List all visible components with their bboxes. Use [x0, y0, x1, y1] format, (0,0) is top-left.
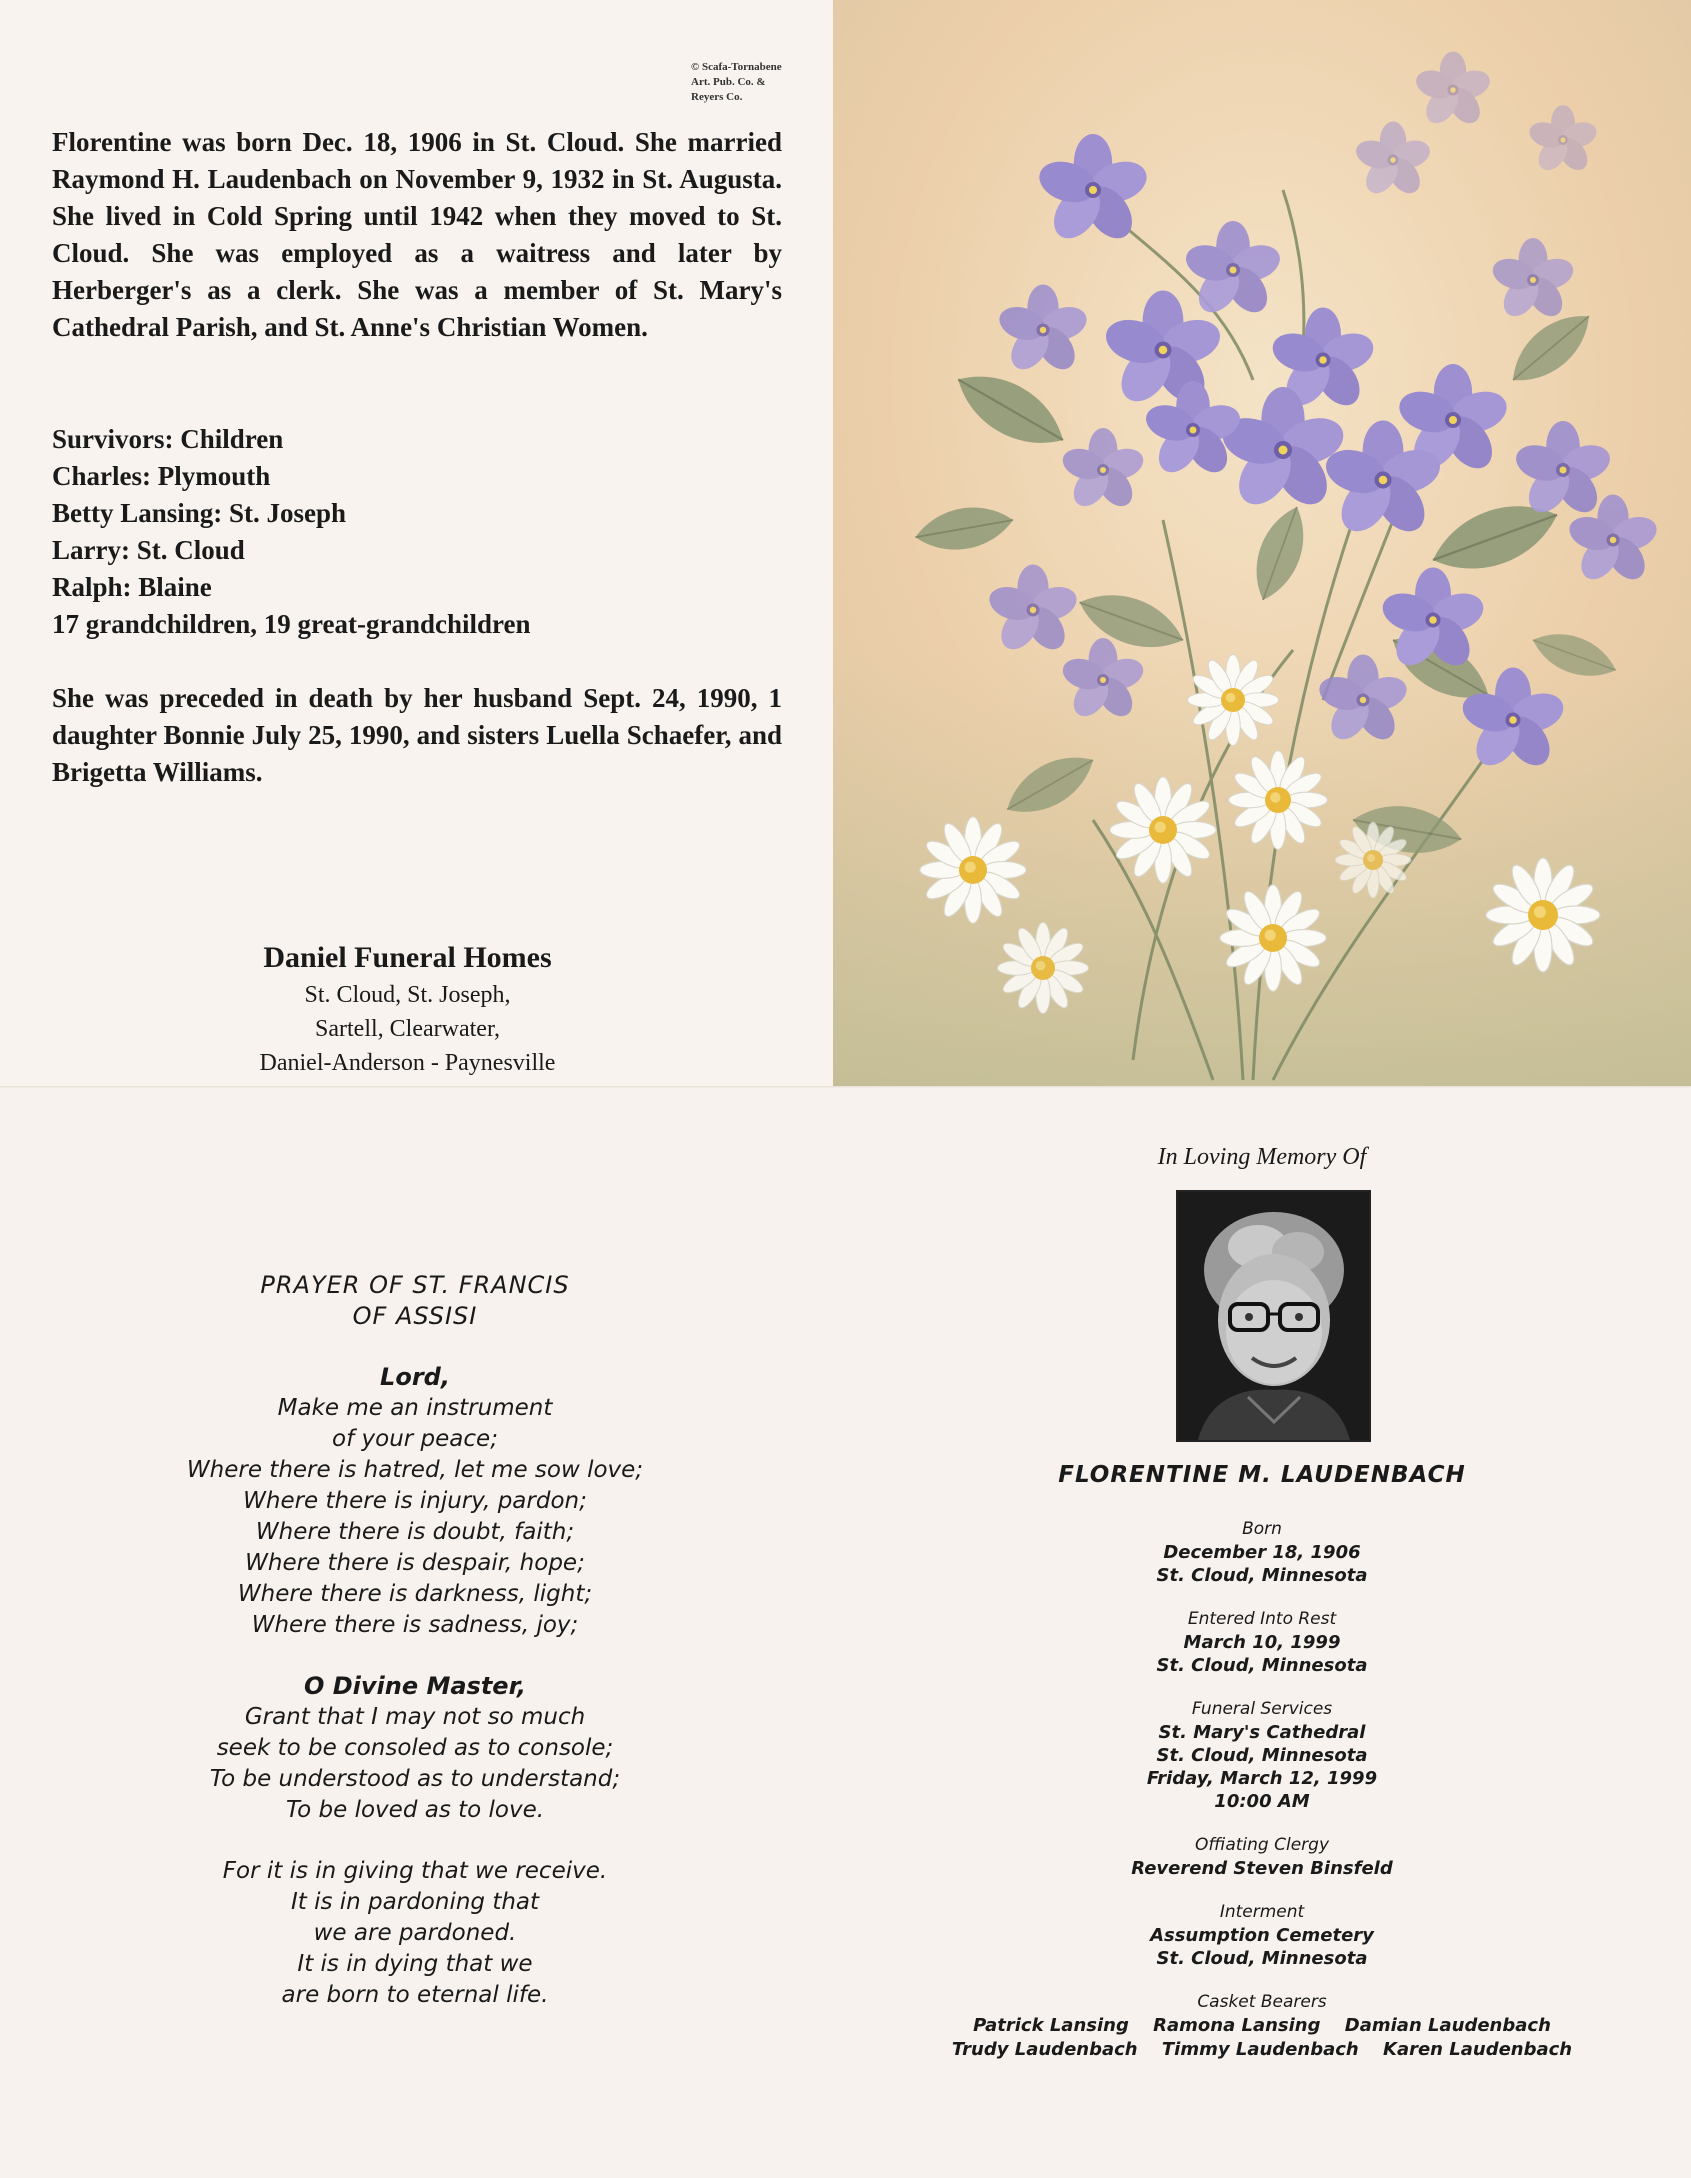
floral-artwork-panel: [833, 0, 1691, 1088]
rest-label: Entered Into Rest: [1187, 1609, 1337, 1629]
prayer-line: Where there is hatred, let me sow love;: [186, 1457, 644, 1483]
bearers-row: [833, 2038, 1691, 2062]
born-label: Born: [1242, 1519, 1282, 1539]
funeral-home-name: Daniel Funeral Homes: [263, 941, 552, 974]
interment-label: Interment: [1219, 1902, 1305, 1922]
prayer-line: of your peace;: [332, 1426, 498, 1452]
prayer-line: seek to be consoled as to console;: [216, 1735, 614, 1761]
services-time: 10:00 AM: [1214, 1791, 1310, 1812]
prayer-closing: [90, 1856, 740, 2011]
portrait-photo: [1176, 1190, 1371, 1442]
prayer-line: For it is in giving that we receive.: [222, 1858, 608, 1884]
prayer-line: Grant that I may not so much: [244, 1704, 586, 1730]
bearers-label: Casket Bearers: [1197, 1992, 1327, 2012]
services-location: St. Mary's Cathedral: [1158, 1722, 1366, 1743]
prayer-of-st-francis: [90, 1270, 740, 2011]
survivor-item: Ralph: Blaine: [52, 572, 212, 602]
rest-place: St. Cloud, Minnesota: [1156, 1655, 1368, 1676]
prayer-panel: [0, 1088, 833, 2178]
entered-into-rest-section: [833, 1608, 1691, 1677]
portrait-image: [1178, 1192, 1369, 1440]
born-date: December 18, 1906: [1163, 1542, 1361, 1563]
prayer-line: Make me an instrument: [277, 1395, 553, 1421]
prayer-heading: O Divine Master,: [303, 1672, 527, 1700]
rest-date: March 10, 1999: [1183, 1632, 1341, 1653]
born-section: [833, 1518, 1691, 1587]
prayer-line: Where there is injury, pardon;: [243, 1488, 587, 1514]
prayer-title: OF ASSISI: [352, 1302, 478, 1330]
services-city: St. Cloud, Minnesota: [1156, 1745, 1368, 1766]
survivor-item: Charles: Plymouth: [52, 461, 271, 491]
prayer-title: PRAYER OF ST. FRANCIS: [260, 1271, 570, 1299]
bearer-name: Trudy Laudenbach: [951, 2039, 1138, 2060]
services-label: Funeral Services: [1191, 1699, 1333, 1719]
clergy-section: [833, 1834, 1691, 1880]
in-loving-memory-heading: In Loving Memory Of: [1157, 1144, 1367, 1170]
survivor-item: Larry: St. Cloud: [52, 535, 245, 565]
survivor-item: Betty Lansing: St. Joseph: [52, 498, 347, 528]
survivors-list: [52, 421, 782, 643]
survivors-heading: Survivors: Children: [52, 424, 284, 454]
floral-painting: [833, 0, 1691, 1088]
obituary-panel: [0, 0, 833, 1088]
preceded-in-death-paragraph: She was preceded in death by her husband Sept. 24, 1990, 1 daughter Bonnie July 25, 1990, and sisters Luella Schaefer, and Brigetta Williams.: [52, 683, 782, 787]
deceased-name: FLORENTINE M. LAUDENBACH: [1058, 1462, 1466, 1488]
prayer-line: are born to eternal life.: [281, 1982, 549, 2008]
bearer-name: Patrick Lansing: [973, 2015, 1129, 2036]
clergy-name: Reverend Steven Binsfeld: [1131, 1858, 1393, 1879]
memorial-panel: [833, 1088, 1691, 2178]
bearer-name: Ramona Lansing: [1153, 2015, 1321, 2036]
casket-bearers-section: [833, 1991, 1691, 2062]
prayer-line: Where there is darkness, light;: [237, 1581, 593, 1607]
prayer-line: Where there is sadness, joy;: [251, 1612, 579, 1638]
bearers-row: [833, 2014, 1691, 2038]
bearer-name: Damian Laudenbach: [1344, 2015, 1551, 2036]
services-date: Friday, March 12, 1999: [1146, 1768, 1378, 1789]
prayer-line: Where there is doubt, faith;: [255, 1519, 575, 1545]
funeral-home-location: Daniel-Anderson - Paynesville: [259, 1050, 556, 1076]
bearer-name: Timmy Laudenbach: [1161, 2039, 1359, 2060]
prayer-line: Where there is despair, hope;: [245, 1550, 585, 1576]
funeral-home-location: St. Cloud, St. Joseph,: [304, 982, 511, 1008]
survivor-item: 17 grandchildren, 19 great-grandchildren: [52, 609, 531, 639]
bearer-name: Karen Laudenbach: [1383, 2039, 1573, 2060]
prayer-line: To be understood as to understand;: [209, 1766, 621, 1792]
prayer-line: we are pardoned.: [313, 1920, 517, 1946]
interment-cemetery: Assumption Cemetery: [1150, 1925, 1374, 1946]
born-place: St. Cloud, Minnesota: [1156, 1565, 1368, 1586]
prayer-line: It is in dying that we: [297, 1951, 533, 1977]
art-copyright: © Scafa-Tornabene Art. Pub. Co. & Reyers Co.: [691, 61, 782, 103]
interment-place: St. Cloud, Minnesota: [1156, 1948, 1368, 1969]
biography-paragraph: Florentine was born Dec. 18, 1906 in St. Cloud. She married Raymond H. Laudenbach on November 9, 1932 in St. Augusta. She lived in Cold Spring until 1942 when they moved to St. Cloud. She was employed as a waitress and later by Herberger's as a clerk. She was a member of St. Mary's Cathedral Parish, and St. Anne's Christian Women.: [52, 127, 782, 342]
funeral-home-location: Sartell, Clearwater,: [315, 1016, 500, 1042]
clergy-label: Offiating Clergy: [1194, 1835, 1330, 1855]
interment-section: [833, 1901, 1691, 1970]
prayer-heading: Lord,: [380, 1363, 450, 1391]
prayer-line: To be loved as to love.: [285, 1797, 545, 1823]
service-information: [833, 1518, 1691, 2083]
funeral-home-block: [150, 938, 665, 1080]
funeral-services-section: [833, 1698, 1691, 1813]
prayer-line: It is in pardoning that: [290, 1889, 540, 1915]
